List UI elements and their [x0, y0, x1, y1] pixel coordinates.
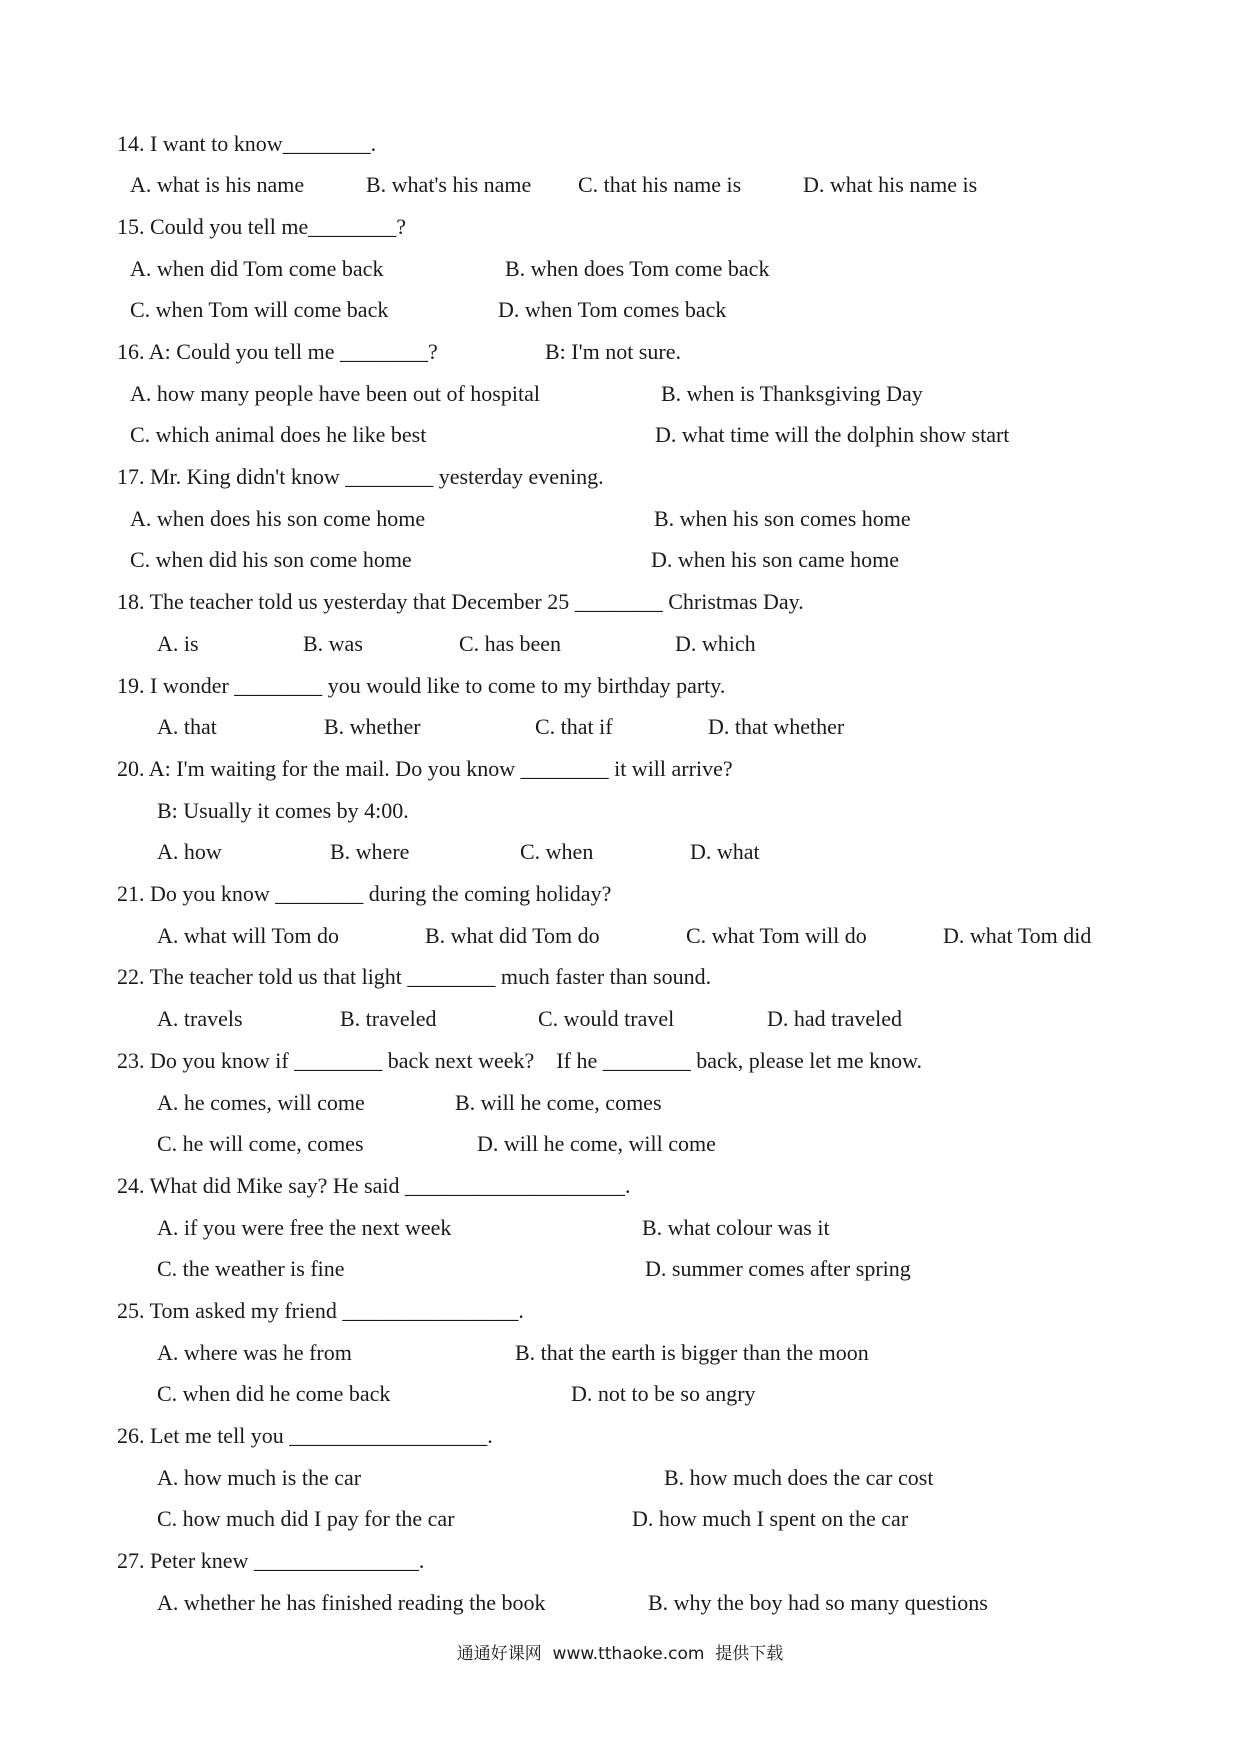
question-17-option-d: D. when his son came home — [651, 547, 900, 572]
question-23-option-d: D. will he come, will come — [477, 1131, 716, 1156]
question-20-option-a: A. how — [157, 839, 222, 864]
question-19-option-b: B. whether — [324, 714, 421, 739]
question-23-option-b: B. will he come, comes — [455, 1090, 662, 1115]
question-14-option-b: B. what's his name — [366, 172, 532, 197]
question-25-option-a: A. where was he from — [157, 1340, 352, 1365]
question-16-option-c: C. which animal does he like best — [130, 422, 427, 447]
question-15-option-b: B. when does Tom come back — [505, 256, 770, 281]
question-22-option-d: D. had traveled — [767, 1006, 902, 1031]
question-19-option-c: C. that if — [535, 714, 613, 739]
question-26-option-b: B. how much does the car cost — [664, 1465, 934, 1490]
question-18-option-b: B. was — [303, 631, 363, 656]
question-21-stem: 21. Do you know ________ during the coming holiday? — [117, 881, 612, 906]
question-23-stem: 23. Do you know if ________ back next week? If he ________ back, please let me know. — [117, 1048, 923, 1073]
question-18-stem: 18. The teacher told us yesterday that December 25 ________ Christmas Day. — [117, 589, 804, 614]
question-14-option-a: A. what is his name — [130, 172, 305, 197]
question-20-option-d: D. what — [690, 839, 760, 864]
question-17-option-b: B. when his son comes home — [654, 506, 911, 531]
question-18-option-a: A. is — [157, 631, 199, 656]
page-footer: 通通好课网 www.tthaoke.com 提供下载 — [456, 1644, 784, 1664]
question-14-option-c: C. that his name is — [578, 172, 742, 197]
question-17-stem: 17. Mr. King didn't know ________ yesterday evening. — [117, 464, 604, 489]
question-16-reply: B: I'm not sure. — [545, 339, 681, 364]
question-15-option-c: C. when Tom will come back — [130, 297, 389, 322]
question-27-option-a: A. whether he has finished reading the book — [157, 1590, 546, 1615]
question-16-option-b: B. when is Thanksgiving Day — [661, 381, 923, 406]
question-23-option-c: C. he will come, comes — [157, 1131, 364, 1156]
question-24-option-a: A. if you were free the next week — [157, 1215, 452, 1240]
question-20-option-b: B. where — [330, 839, 410, 864]
question-27-option-b: B. why the boy had so many questions — [648, 1590, 988, 1615]
question-18-option-d: D. which — [675, 631, 756, 656]
question-15-option-d: D. when Tom comes back — [498, 297, 727, 322]
question-22-option-b: B. traveled — [340, 1006, 437, 1031]
question-21-option-c: C. what Tom will do — [686, 923, 867, 948]
question-24-stem: 24. What did Mike say? He said ____________________. — [117, 1173, 631, 1198]
question-22-option-a: A. travels — [157, 1006, 243, 1031]
question-24-option-b: B. what colour was it — [642, 1215, 830, 1240]
question-25-stem: 25. Tom asked my friend ________________. — [117, 1298, 524, 1323]
question-26-option-d: D. how much I spent on the car — [632, 1506, 909, 1531]
question-19-stem: 19. I wonder ________ you would like to come to my birthday party. — [117, 673, 726, 698]
question-20-reply: B: Usually it comes by 4:00. — [157, 798, 409, 823]
question-16-stem: 16. A: Could you tell me ________? — [117, 339, 438, 364]
question-17-option-a: A. when does his son come home — [130, 506, 426, 531]
question-24-option-c: C. the weather is fine — [157, 1256, 345, 1281]
question-19-option-a: A. that — [157, 714, 217, 739]
question-25-option-b: B. that the earth is bigger than the moon — [515, 1340, 869, 1365]
question-21-option-a: A. what will Tom do — [157, 923, 339, 948]
question-23-option-a: A. he comes, will come — [157, 1090, 365, 1115]
question-19-option-d: D. that whether — [708, 714, 845, 739]
question-26-option-a: A. how much is the car — [157, 1465, 362, 1490]
question-17-option-c: C. when did his son come home — [130, 547, 412, 572]
question-26-option-c: C. how much did I pay for the car — [157, 1506, 455, 1531]
question-15-stem: 15. Could you tell me________? — [117, 214, 407, 239]
question-14-option-d: D. what his name is — [803, 172, 978, 197]
question-24-option-d: D. summer comes after spring — [645, 1256, 911, 1281]
question-21-option-b: B. what did Tom do — [425, 923, 600, 948]
question-20-stem: 20. A: I'm waiting for the mail. Do you know ________ it will arrive? — [117, 756, 733, 781]
question-25-option-c: C. when did he come back — [157, 1381, 391, 1406]
question-14-stem: 14. I want to know________. — [117, 131, 377, 156]
question-21-option-d: D. what Tom did — [943, 923, 1092, 948]
question-22-option-c: C. would travel — [538, 1006, 675, 1031]
question-16-option-a: A. how many people have been out of hospital — [130, 381, 540, 406]
question-18-option-c: C. has been — [459, 631, 562, 656]
question-26-stem: 26. Let me tell you __________________. — [117, 1423, 493, 1448]
question-22-stem: 22. The teacher told us that light ________ much faster than sound. — [117, 964, 712, 989]
question-27-stem: 27. Peter knew _______________. — [117, 1548, 425, 1573]
question-25-option-d: D. not to be so angry — [571, 1381, 756, 1406]
question-16-option-d: D. what time will the dolphin show start — [655, 422, 1010, 447]
question-15-option-a: A. when did Tom come back — [130, 256, 384, 281]
question-20-option-c: C. when — [520, 839, 594, 864]
